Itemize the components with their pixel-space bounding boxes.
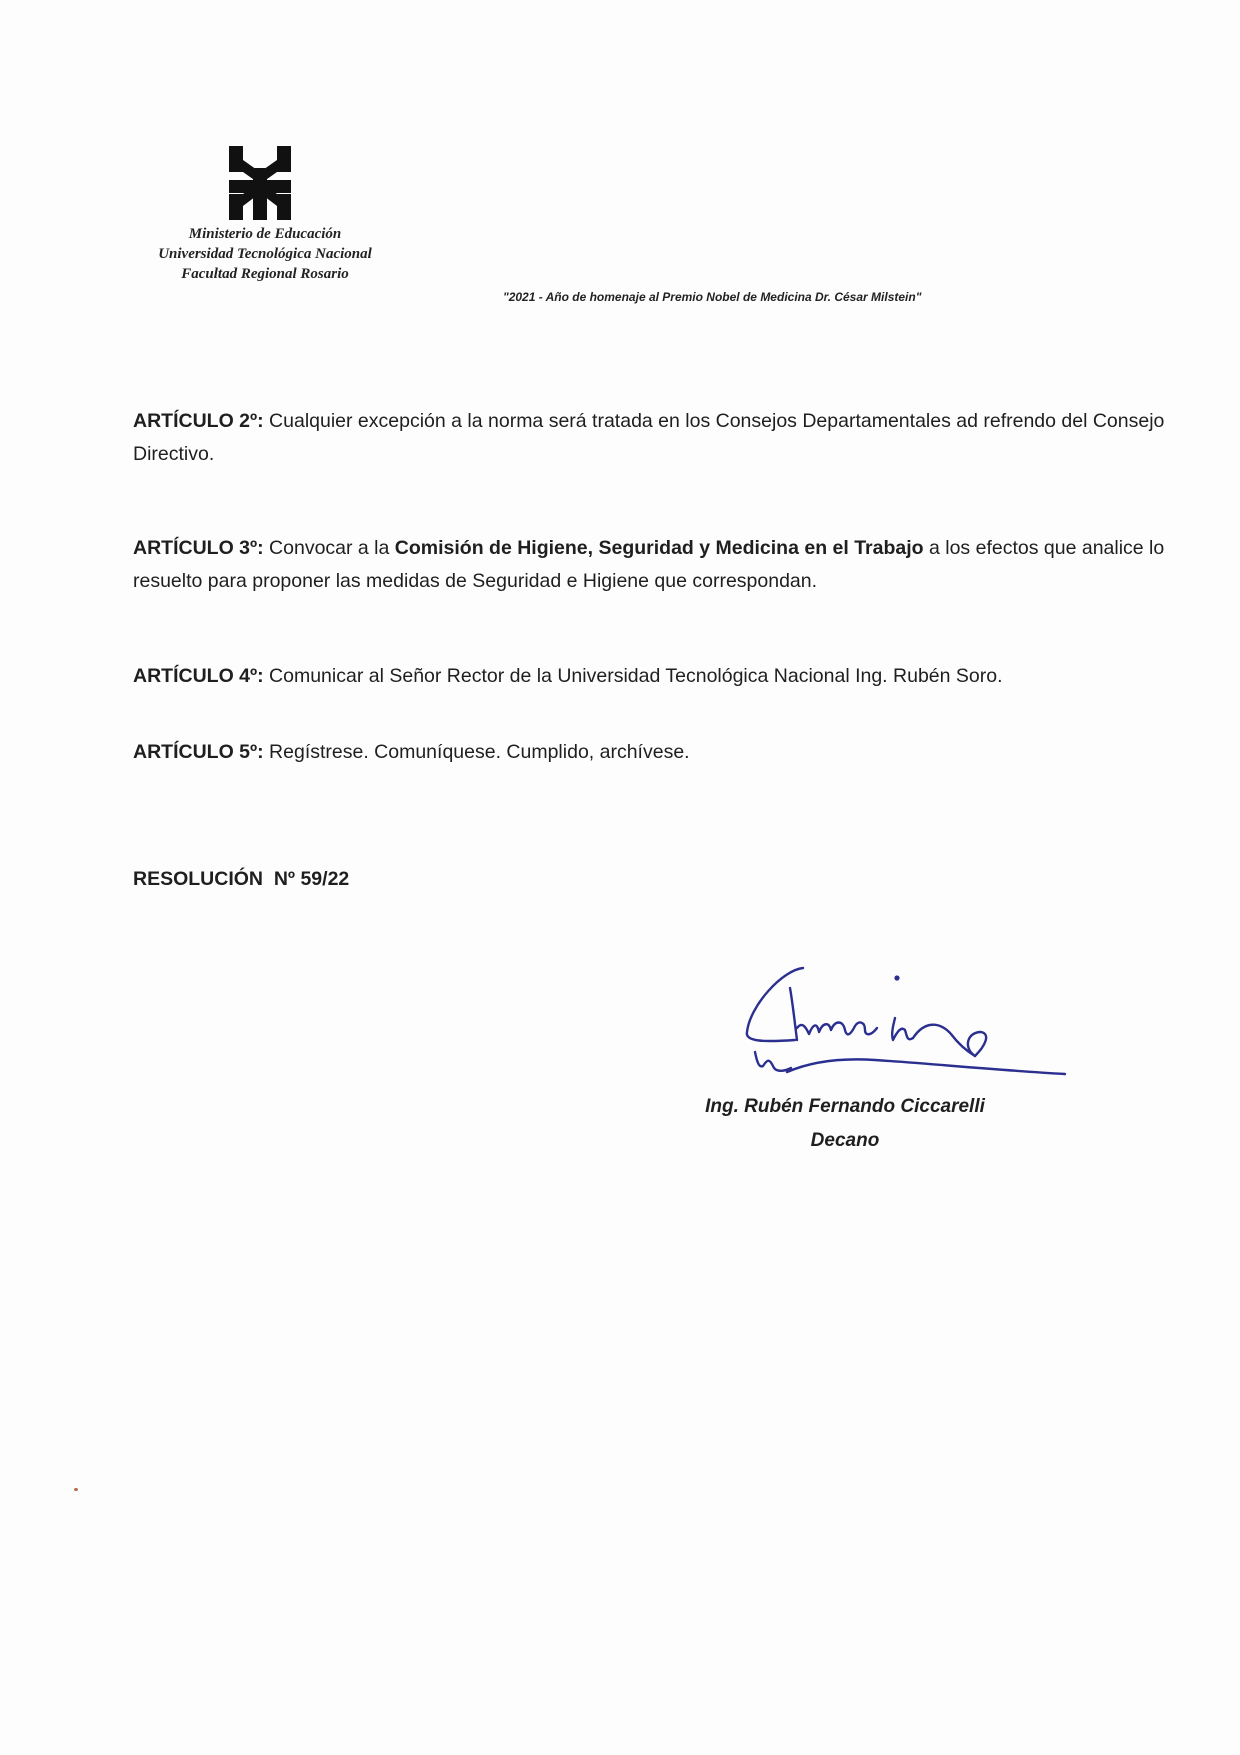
article-2-label: ARTÍCULO 2º: <box>133 410 264 432</box>
university-line: Universidad Tecnológica Nacional <box>158 246 372 262</box>
ministry-line: Ministerio de Educación <box>188 226 342 242</box>
article-3-text-before: Convocar a la <box>263 537 395 559</box>
article-4-label: ARTÍCULO 4º: <box>133 665 264 687</box>
article-3 <box>133 532 1178 598</box>
institution-header <box>120 224 410 284</box>
utn-logo-icon <box>229 146 291 220</box>
article-2 <box>133 405 1178 471</box>
article-4-text: Comunicar al Señor Rector de la Universidad Tecnológica Nacional Ing. Rubén Soro. <box>263 665 1003 687</box>
article-3-commission: Comisión de Higiene, Seguridad y Medicina en el Trabajo <box>394 537 924 559</box>
handwritten-signature <box>735 950 1095 1100</box>
article-3-text-after: a los efectos que analice lo resuelto para proponer las medidas de Seguridad e Higiene que correspondan. <box>133 537 1165 592</box>
resolution-number: RESOLUCIÓN Nº 59/22 <box>133 868 350 890</box>
article-5-text: Regístrese. Comuníquese. Cumplido, archívese. <box>263 741 690 763</box>
article-4 <box>133 660 1178 693</box>
faculty-line: Facultad Regional Rosario <box>181 266 349 282</box>
signatory-title: Decano <box>810 1130 880 1151</box>
article-5 <box>133 736 1178 769</box>
year-motto: "2021 - Año de homenaje al Premio Nobel de Medicina Dr. César Milstein" <box>503 290 922 304</box>
article-5-label: ARTÍCULO 5º: <box>133 741 264 763</box>
signatory-name: Ing. Rubén Fernando Ciccarelli <box>705 1096 985 1117</box>
signatory-block <box>680 1090 1010 1158</box>
article-2-text: Cualquier excepción a la norma será tratada en los Consejos Departamentales ad refrendo del Consejo Directivo. <box>133 410 1165 465</box>
article-3-label: ARTÍCULO 3º: <box>133 537 264 559</box>
scan-speck <box>74 1488 78 1491</box>
